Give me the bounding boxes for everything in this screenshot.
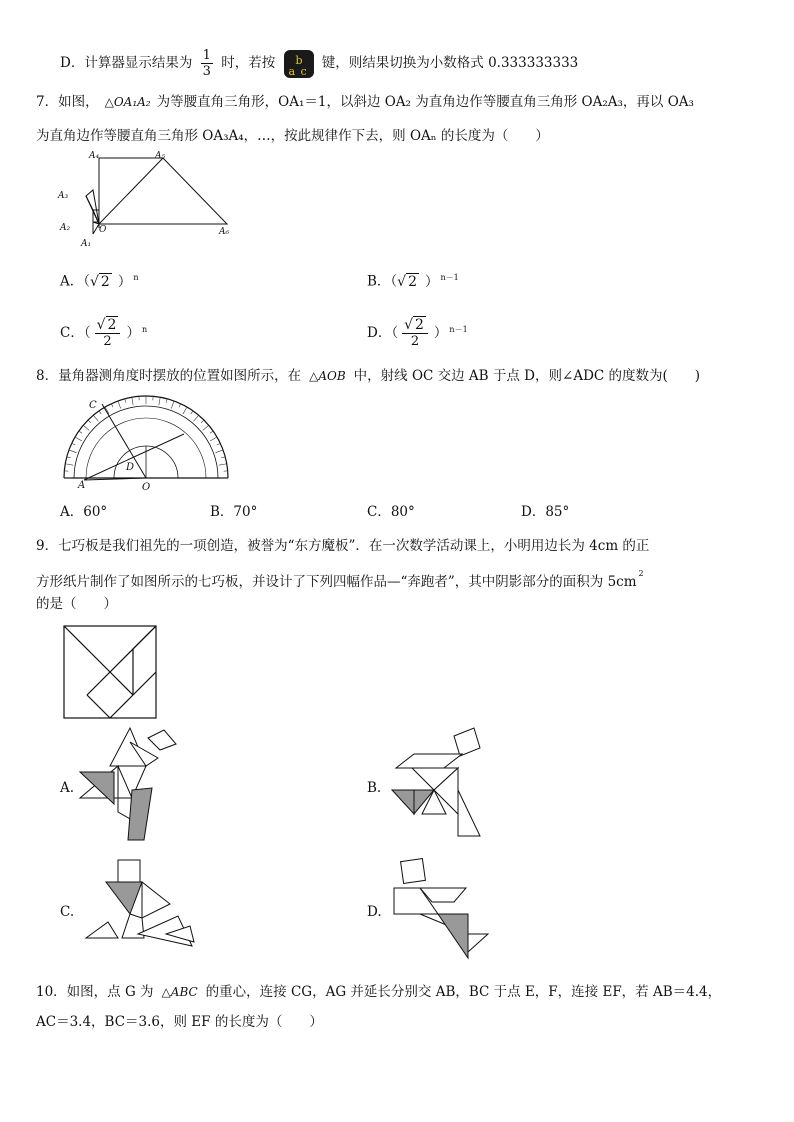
q9-option-a[interactable]: A. <box>60 780 75 796</box>
q8-option-d[interactable]: D．85° <box>521 504 570 520</box>
q9-line3: 的是（ ） <box>36 596 117 612</box>
q8-label-a: A <box>78 480 86 491</box>
protractor-tick <box>99 411 101 414</box>
sqrt-symbol: √ 2 <box>397 273 418 290</box>
protractor-tick <box>93 415 98 421</box>
q8-text: 8．量角器测角度时摆放的位置如图所示，在 △AOB 中，射线 OC 交边 AB 于点 D，则∠ADC 的度数为( ) <box>36 368 701 384</box>
protractor-tick <box>221 457 225 458</box>
sqrt-symbol: √ 2 <box>90 273 110 290</box>
q7-line2: 为直角边作等腰直角三角形 OA₃A₄，…，按此规律作下去，则 OAₙ 的长度为（ ） <box>36 128 549 144</box>
protractor-tick <box>111 404 113 408</box>
q8-option-c[interactable]: C．80° <box>367 504 415 520</box>
q8-label-d: D <box>126 462 135 473</box>
q7-line1: 7．如图， △OA₁A₂ 为等腰直角三角形，OA₁＝1，以斜边 OA₂ 为直角边作等腰直角三角形 OA₂A₃，再以 OA₃ <box>36 94 694 110</box>
q9-figure-b <box>392 728 492 838</box>
q7-figure <box>55 150 235 250</box>
q8-option-b[interactable]: B．70° <box>210 504 258 520</box>
q9-option-c[interactable]: C. <box>60 904 75 920</box>
q8-triangle-math: △AOB <box>309 369 346 383</box>
q7-label-a4: A₄ <box>89 151 100 161</box>
protractor-tick <box>179 404 181 408</box>
sqrt-symbol: √ 2 <box>96 317 117 333</box>
q7-label-a3: A₃ <box>58 191 69 201</box>
protractor-tick <box>166 399 167 403</box>
protractor-tick <box>217 443 221 445</box>
protractor-tick <box>65 464 73 465</box>
q9-figure-d <box>390 856 500 961</box>
protractor-tick <box>194 415 199 421</box>
q9-option-d[interactable]: D. <box>367 904 382 920</box>
protractor-tick <box>210 431 213 433</box>
q7-option-d[interactable]: D．（ $\frac{√ 2}{2}$ ） $^{n-1}$ <box>367 317 468 349</box>
q7-label-a2: A₂ <box>60 223 71 233</box>
q7-label-a1: A₁ <box>81 239 92 249</box>
q9-line1: 9．七巧板是我们祖先的一项创造，被誉为“东方魔板”．在一次数学活动课上，小明用边长为 4cm 的正 <box>36 538 650 554</box>
q8-option-a[interactable]: A．60° <box>60 504 108 520</box>
protractor-tick <box>125 399 126 403</box>
protractor-tick <box>83 425 89 430</box>
protractor-tick <box>88 420 91 423</box>
q10-triangle-math: △ABC <box>161 985 198 999</box>
protractor-tick <box>201 420 204 423</box>
protractor-tick <box>191 411 193 414</box>
protractor-tick <box>219 464 227 465</box>
sqrt-symbol: √ 2 <box>404 317 424 333</box>
protractor-tick <box>132 397 133 405</box>
protractor-tick <box>203 425 209 430</box>
q7-option-a[interactable]: A．（√ 2 ） $^n$ <box>60 273 139 290</box>
q9-line2: 方形纸片制作了如图所示的七巧板，并设计了下列四幅作品—“奔跑者”，其中阴影部分的面积为 $5cm^2$ <box>36 569 644 590</box>
q10-line2: AC＝3.4，BC＝3.6，则 EF 的长度为（ ） <box>36 1014 323 1030</box>
fraction-key-icon: b a c <box>284 50 314 78</box>
protractor-tick <box>171 401 174 409</box>
q6-d-suffix: 键，则结果切换为小数格式 0.333333333 <box>321 55 579 71</box>
q7-label-o: O <box>99 225 107 235</box>
q6-d-middle: 时，若按 <box>221 55 276 71</box>
q6-d-prefix: D．计算器显示结果为 <box>60 55 193 71</box>
protractor-tick <box>183 407 187 414</box>
q9-figure-c <box>82 858 202 953</box>
protractor-tick <box>72 443 76 445</box>
protractor-tick <box>79 431 82 433</box>
q8-label-c: C <box>89 400 97 411</box>
protractor-tick <box>159 397 160 405</box>
protractor-tick <box>216 450 224 453</box>
protractor-tick <box>75 437 82 441</box>
q9-tangram-square <box>63 625 159 721</box>
protractor-tick <box>210 437 217 441</box>
q7-option-b[interactable]: B．（√ 2 ） $^{n-1}$ <box>367 273 459 290</box>
q6-option-d <box>60 48 578 79</box>
q9-option-b[interactable]: B. <box>367 780 382 796</box>
q8-protractor-figure <box>64 396 234 493</box>
protractor-tick <box>69 450 77 453</box>
q8-label-o: O <box>142 482 151 493</box>
q7-option-c[interactable]: C．（ $\frac{√ 2}{2}$ ） $^n$ <box>60 317 148 349</box>
q6-d-fraction: $\frac{1}{3}$ <box>202 48 211 79</box>
protractor-tick <box>67 457 71 458</box>
q9-figure-a <box>80 728 190 843</box>
q7-label-a6: A₆ <box>219 227 230 237</box>
q10-line1: 10．如图，点 G 为 △ABC 的重心，连接 CG，AG 并延长分别交 AB，BC 于点 E，F，连接 EF，若 AB＝4.4， <box>36 984 722 1000</box>
protractor-tick <box>118 401 121 409</box>
q7-triangle-math: △OA₁A₂ <box>104 95 151 109</box>
q7-label-a5: A₅ <box>155 151 166 161</box>
